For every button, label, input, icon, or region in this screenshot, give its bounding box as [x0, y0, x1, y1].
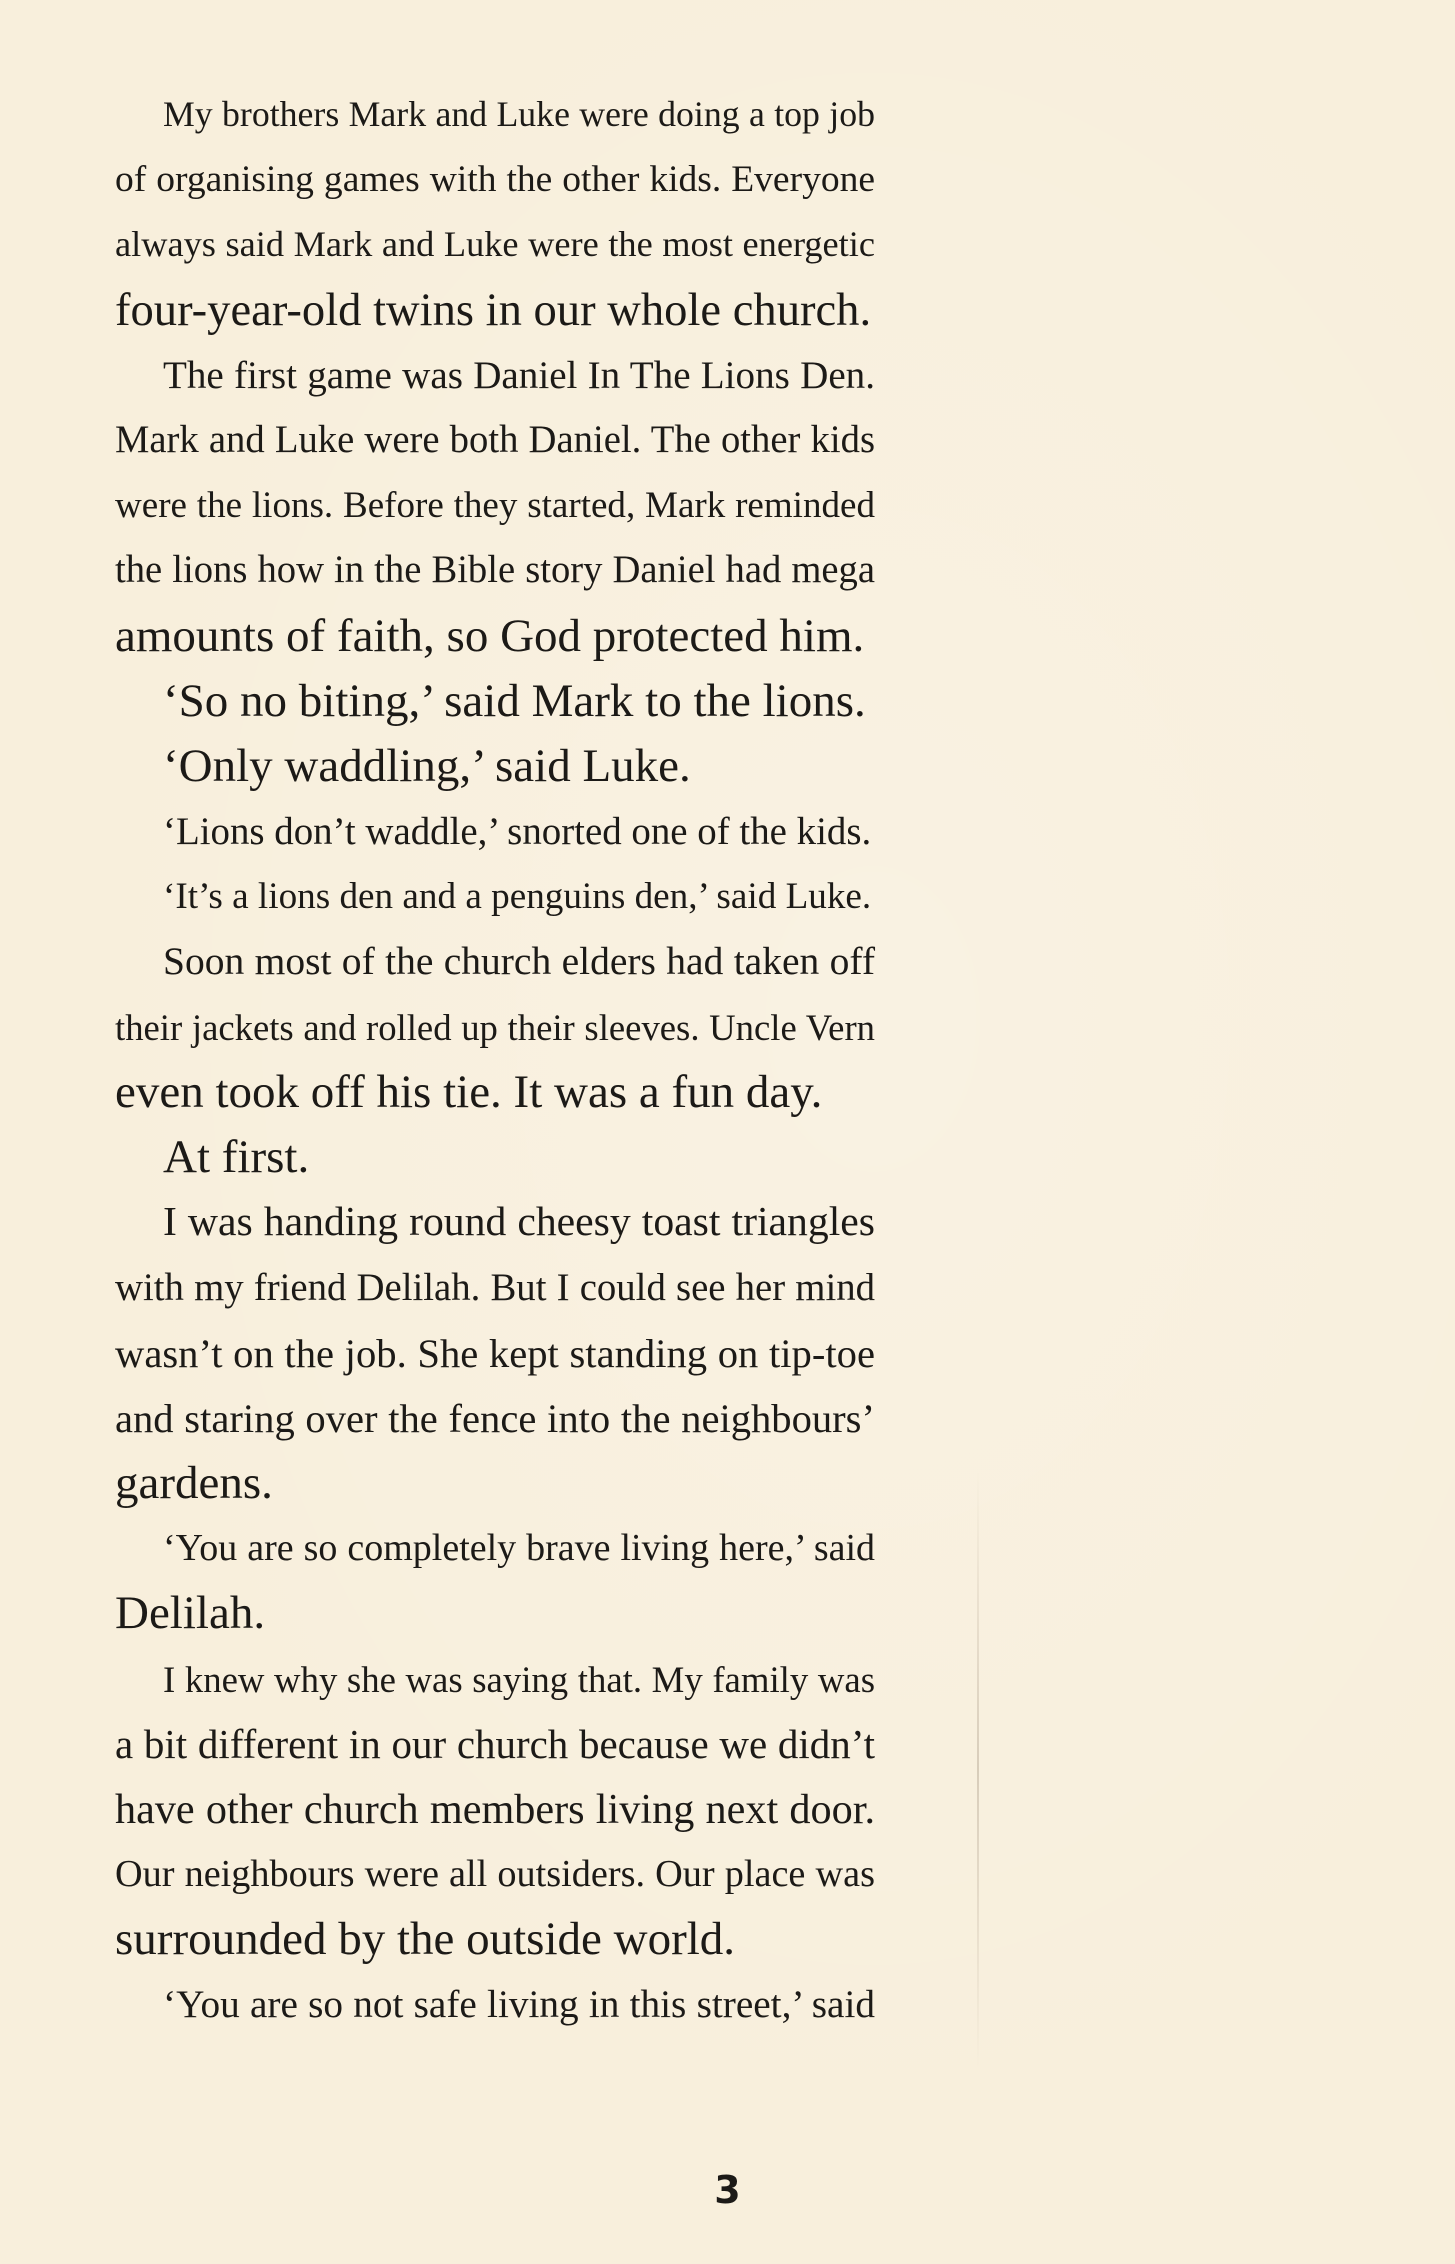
text-line: ‘So no biting,’ said Mark to the lions.	[163, 674, 866, 727]
text-line: ‘It’s a lions den and a penguins den,’ said Luke.	[163, 876, 872, 918]
text-line: Delilah.	[115, 1587, 266, 1640]
text-line: a bit different in our church because we didn’t	[115, 1720, 875, 1767]
text-line: The first game was Daniel In The Lions Den.	[163, 353, 875, 397]
text-line: surrounded by the outside world.	[115, 1913, 736, 1966]
text-line: and staring over the fence into the neighbours’	[115, 1395, 875, 1441]
text-line: Soon most of the church elders had taken off	[163, 939, 875, 984]
text-line: gardens.	[115, 1456, 273, 1509]
text-line: ‘You are so not safe living in this street,’ said	[163, 1983, 875, 2027]
text-line: amounts of faith, so God protected him.	[115, 609, 865, 662]
page-number: 3	[714, 2168, 741, 2212]
text-line: the lions how in the Bible story Daniel had mega	[115, 549, 875, 592]
text-line: Mark and Luke were both Daniel. The other kids	[115, 418, 875, 461]
text-line: always said Mark and Luke were the most energetic	[115, 224, 875, 265]
text-line: ‘Only waddling,’ said Luke.	[163, 739, 691, 792]
page-crease	[977, 1470, 979, 2070]
text-line: At first.	[163, 1131, 310, 1183]
text-line: wasn’t on the job. She kept standing on tip-toe	[115, 1330, 875, 1376]
text-line: even took off his tie. It was a fun day.	[115, 1065, 823, 1118]
text-line: ‘You are so completely brave living here,’ said	[163, 1527, 875, 1570]
text-line: were the lions. Before they started, Mark reminded	[115, 485, 875, 527]
text-line: Our neighbours were all outsiders. Our place was	[115, 1853, 875, 1896]
text-line: ‘Lions don’t waddle,’ snorted one of the kids.	[163, 810, 872, 854]
text-line: their jackets and rolled up their sleeves. Uncle Vern	[115, 1006, 875, 1048]
text-line: with my friend Delilah. But I could see her mind	[115, 1266, 875, 1310]
text-line: have other church members living next door.	[115, 1785, 875, 1833]
text-line: I was handing round cheesy toast triangles	[163, 1199, 875, 1246]
text-line: I knew why she was saying that. My family was	[163, 1658, 875, 1700]
text-line: four-year-old twins in our whole church.	[115, 283, 872, 336]
text-line: of organising games with the other kids. Everyone	[115, 159, 875, 201]
body-text	[115, 82, 875, 2038]
text-line: My brothers Mark and Luke were doing a top job	[163, 94, 875, 134]
